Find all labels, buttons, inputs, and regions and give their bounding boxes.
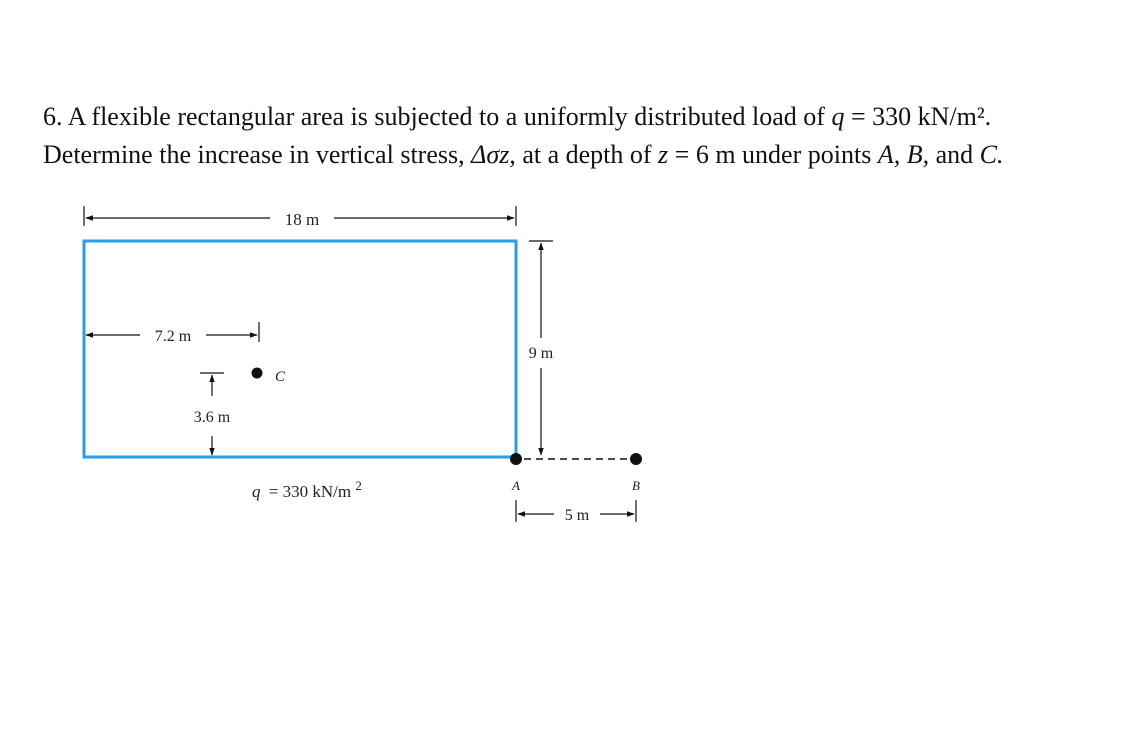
load-label-symbol: q: [252, 482, 261, 501]
depth-text: at a depth of: [522, 140, 652, 169]
c-y-label: 3.6 m: [193, 409, 231, 426]
depth-symbol: z: [658, 140, 669, 169]
load-label-exponent: 2: [355, 478, 362, 493]
c-x-label: 7.2 m: [154, 328, 192, 345]
offset-label: 5 m: [564, 507, 590, 524]
question-number: 6.: [43, 102, 63, 131]
load-value-text: = 330 kN/m².: [850, 102, 992, 131]
point-b-ref: B,: [906, 140, 930, 169]
load-symbol: q: [831, 102, 845, 131]
point-b-marker: [630, 453, 642, 465]
load-label-value: = 330 kN/m: [268, 482, 352, 501]
point-a-ref: A,: [877, 140, 901, 169]
height-label: 9 m: [528, 345, 554, 362]
point-a-label: A: [512, 478, 520, 493]
question-line1-text: A flexible rectangular area is subjected to a uniformly distributed load of: [67, 102, 825, 131]
point-b-label: B: [632, 478, 640, 493]
width-label: 18 m: [284, 210, 320, 229]
point-a-marker: [510, 453, 522, 465]
stress-symbol: Δσz,: [471, 140, 516, 169]
question-line2-text: Determine the increase in vertical stress,: [43, 140, 465, 169]
point-c-marker: [252, 368, 263, 379]
load-label: [252, 478, 362, 501]
point-c-label: C: [275, 369, 286, 385]
loaded-rectangle: [84, 241, 516, 457]
depth-value-text: = 6 m under points: [674, 140, 872, 169]
point-c-ref: C.: [979, 140, 1004, 169]
and-word: and: [935, 140, 974, 169]
